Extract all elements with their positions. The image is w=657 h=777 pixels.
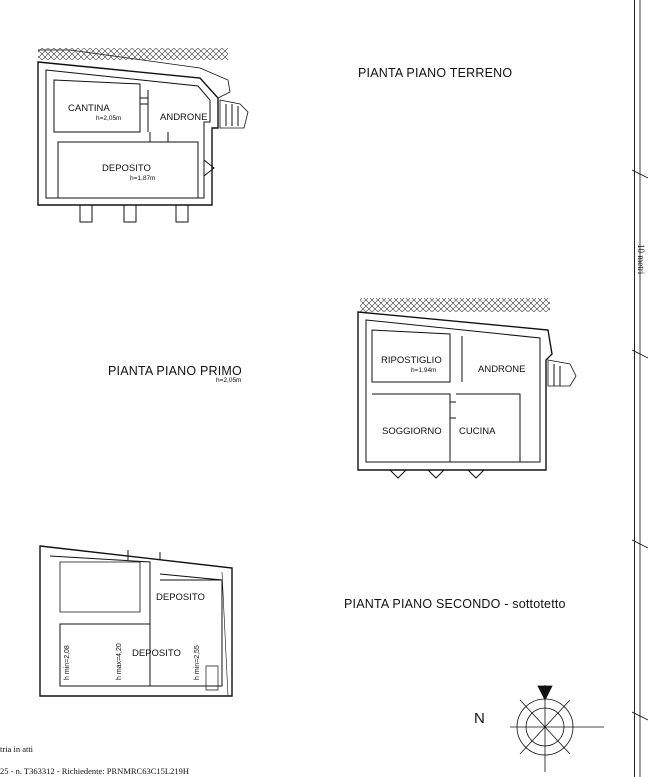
north-label: N (474, 710, 485, 727)
room-height-deposito: h=1,87m (130, 175, 156, 182)
room-height-ripostiglio: h=1,94m (411, 367, 437, 374)
height-min-right: h min=2,55 (194, 645, 201, 680)
north-arrow-symbol (510, 685, 604, 772)
room-label-deposito: DEPOSITO (102, 163, 151, 174)
room-label-soggiorno: SOGGIORNO (382, 426, 442, 437)
height-max: h max=4,20 (116, 643, 123, 680)
first-floor-title: PIANTA PIANO PRIMO (108, 364, 242, 378)
ground-floor-plan (38, 48, 248, 222)
footer-line-1: tria in atti (0, 744, 34, 754)
room-label-cucina: CUCINA (459, 426, 496, 437)
ground-floor-title: PIANTA PIANO TERRENO (358, 66, 513, 80)
first-floor-height: h=2,05m (216, 377, 242, 384)
height-min-left: h min=2,08 (64, 645, 71, 680)
right-margin-border (634, 0, 657, 777)
first-floor-plan (358, 298, 576, 478)
room-label-androne-first: ANDRONE (478, 364, 526, 375)
room-label-deposito-upper: DEPOSITO (156, 592, 205, 603)
room-height-cantina: h=2,05m (96, 115, 122, 122)
scale-label: 10 metri (636, 244, 646, 275)
footer-line-2: 25 - n. T363312 - Richiedente: PRNMRC63C15L219H (0, 766, 189, 776)
room-label-cantina: CANTINA (68, 103, 110, 114)
second-floor-title: PIANTA PIANO SECONDO - sottotetto (344, 597, 566, 611)
room-label-androne: ANDRONE (160, 112, 208, 123)
room-label-ripostiglio: RIPOSTIGLIO (381, 355, 442, 366)
room-label-deposito-lower: DEPOSITO (132, 648, 181, 659)
